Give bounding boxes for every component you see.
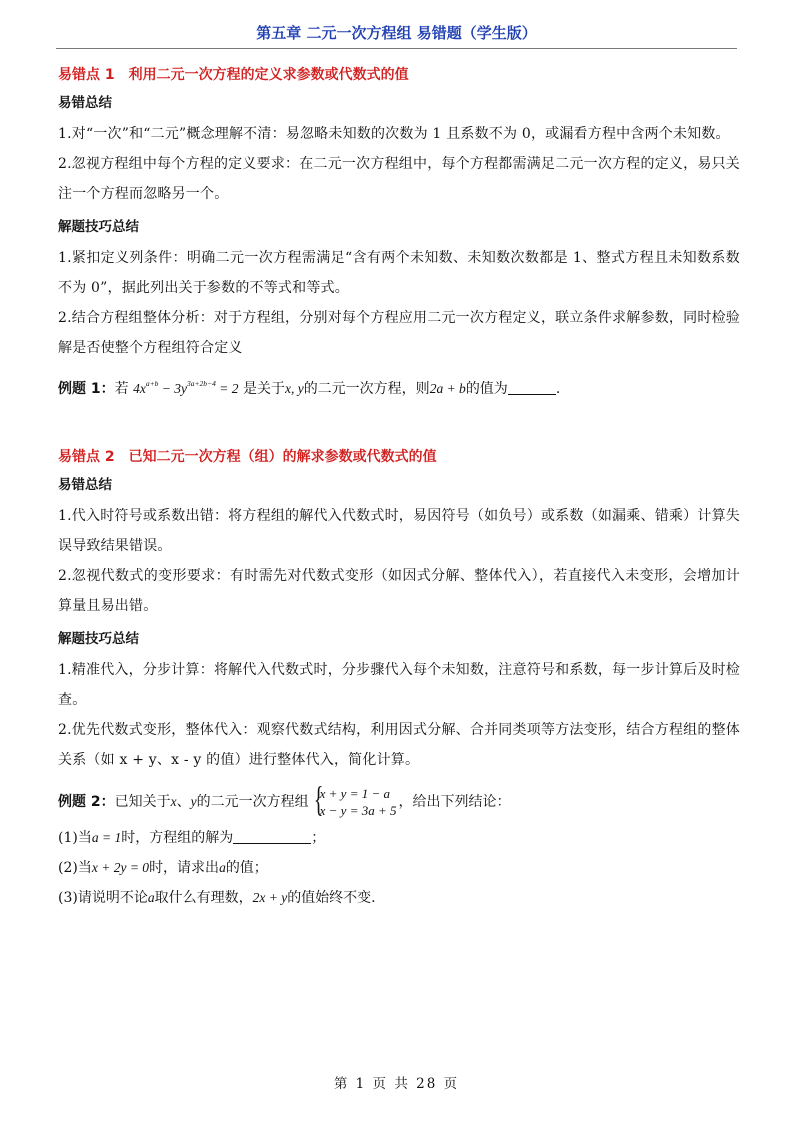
question-1-post: ； — [311, 830, 326, 846]
question-2 — [58, 853, 740, 883]
section-2-heading: 已知二元一次方程（组）的解求参数或代数式的值 — [128, 449, 437, 465]
eq-exponent-2: 3a+2b−4 — [187, 379, 216, 388]
system-equation-2: x − y = 3a + 5 — [319, 803, 397, 818]
example-2-var-y: y — [190, 794, 197, 809]
question-2-condition: x + 2y = 0 — [91, 860, 150, 875]
example-2-sep: 、 — [176, 794, 191, 810]
eq-term-1: 4x — [133, 381, 146, 396]
document-body — [58, 60, 740, 913]
section-2-title — [58, 447, 740, 467]
example-1-mid2: 的二元一次方程，则 — [303, 381, 430, 397]
example-2-label: 例题 2： — [58, 794, 115, 810]
header-divider — [56, 48, 737, 49]
example-2-post: ，给出下列结论： — [398, 794, 511, 810]
question-1-condition: a = 1 — [91, 830, 122, 845]
section-2-number: 易错点 2 — [58, 449, 115, 465]
example-1-expr: 2a + b — [429, 381, 466, 396]
example-1-end: . — [555, 381, 561, 397]
section-1-mistakes-heading: 易错总结 — [58, 95, 112, 111]
document-title: 第五章 二元一次方程组 易错题（学生版） — [256, 24, 537, 42]
question-3-post: 的值始终不变. — [287, 890, 376, 906]
section-1-mistake-1: 1.对“一次”和“二元”概念理解不清：易忽略未知数的次数为 1 且系数不为 0，或漏看方程中含两个未知数。 — [58, 126, 730, 142]
question-2-mid: 时，请求出 — [149, 860, 220, 876]
page-header — [0, 0, 793, 48]
system-equation-1: x + y = 1 − a — [319, 786, 390, 801]
section-2-mistakes-heading: 易错总结 — [58, 477, 112, 493]
section-2-tips-heading: 解题技巧总结 — [58, 631, 139, 647]
example-2 — [58, 779, 740, 819]
answer-blank[interactable] — [233, 829, 311, 844]
example-1-label: 例题 1： — [58, 381, 115, 397]
page-number: 第 1 页 共 28 页 — [333, 1076, 460, 1092]
example-2-pre: 已知关于 — [114, 794, 171, 810]
section-1-title — [58, 65, 740, 85]
question-1-mid: 时，方程组的解为 — [121, 830, 234, 846]
question-3-var: a — [147, 890, 155, 905]
question-3 — [58, 883, 740, 913]
brace-icon: { — [313, 779, 324, 819]
section-2-mistake-2: 2.忽视代数式的变形要求：有时需先对代数式变形（如因式分解、整体代入），若直接代入未变形，会增加计算量且易出错。 — [58, 568, 740, 614]
section-1-number: 易错点 1 — [58, 67, 115, 83]
answer-blank[interactable] — [508, 380, 556, 395]
example-2-mid: 的二元一次方程组 — [196, 794, 309, 810]
eq-exponent-1: a+b — [145, 379, 159, 388]
section-1-heading: 利用二元一次方程的定义求参数或代数式的值 — [128, 67, 409, 83]
section-1-tip-2: 2.结合方程组整体分析：对于方程组，分别对每个方程应用二元一次方程定义，联立条件求解参数，同时检验解是否使整个方程组符合定义 — [58, 310, 740, 356]
section-2-tip-1: 1.精准代入，分步计算：将解代入代数式时，分步骤代入每个未知数，注意符号和系数，每一步计算后及时检查。 — [58, 662, 740, 708]
section-1-mistake-2: 2.忽视方程组中每个方程的定义要求：在二元一次方程组中，每个方程都需满足二元一次方程的定义，易只关注一个方程而忽略另一个。 — [58, 156, 740, 202]
example-1-post: 的值为 — [465, 381, 508, 397]
eq-rhs: = 2 — [215, 381, 239, 396]
eq-term-2: − 3y — [158, 381, 187, 396]
example-1-vars: x, y — [284, 381, 304, 396]
example-2-var-x: x — [170, 794, 177, 809]
question-1 — [58, 823, 740, 853]
section-2-tip-2: 2.优先代数式变形，整体代入：观察代数式结构，利用因式分解、合并同类项等方法变形，结合方程组的整体关系（如 x + y、x - y 的值）进行整体代入，简化计算。 — [58, 722, 740, 768]
section-1-tip-1: 1.紧扣定义列条件：明确二元一次方程需满足“含有两个未知数、未知数次数都是 1、整式方程且未知数系数不为 0”，据此列出关于参数的不等式和等式。 — [58, 250, 740, 296]
example-1 — [58, 369, 740, 404]
question-1-pre: (1)当 — [58, 830, 92, 846]
section-2-mistake-1: 1.代入时符号或系数出错：将方程组的解代入代数式时，易因符号（如负号）或系数（如漏乘、错乘）计算失误导致结果错误。 — [58, 508, 740, 554]
question-2-post: 的值； — [225, 860, 268, 876]
question-3-pre: (3)请说明不论 — [58, 890, 148, 906]
question-3-expr: 2x + y — [252, 890, 288, 905]
question-2-pre: (2)当 — [58, 860, 92, 876]
example-1-pre: 若 — [114, 381, 129, 397]
question-2-var: a — [219, 860, 226, 875]
question-3-mid: 取什么有理数， — [154, 890, 253, 906]
section-1-tips-heading: 解题技巧总结 — [58, 219, 139, 235]
equation-system — [311, 779, 397, 819]
example-1-equation — [133, 381, 238, 396]
example-1-mid: 是关于 — [242, 381, 285, 397]
